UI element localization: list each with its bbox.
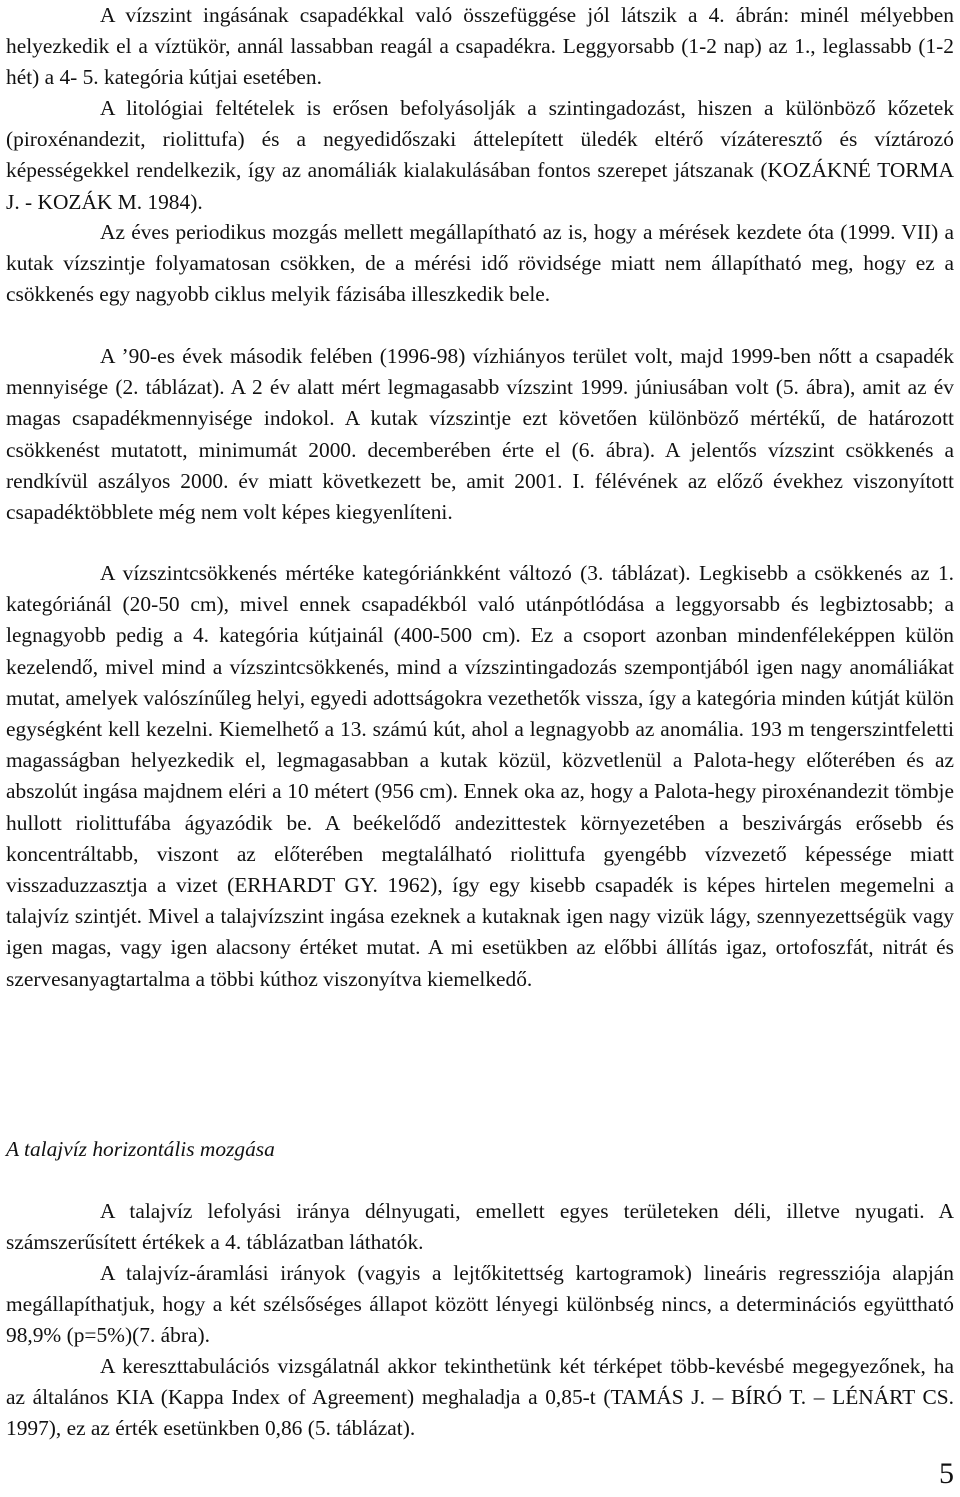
paragraph-flow-direction: A talajvíz lefolyási iránya délnyugati, emellett egyes területeken déli, illetve nyugati. A számszerűsített értékek a 4. táblázatban láthatók. [6,1199,954,1255]
paragraph-regression: A talajvíz-áramlási irányok (vagyis a lejtőkitettség kartogramok) lineáris regressziója alapján megállapíthatjuk, hogy a két szélsőséges állapot között lényegi különbség nincs, a determinációs együttható 98,9% (p=5%)(7. ábra). [6,1261,954,1348]
paragraph-periodic-movement: Az éves periodikus mozgás mellett megállapítható az is, hogy a mérések kezdete óta (1999. VII) a kutak vízszintje folyamatosan csökken, de a mérési idő rövidsége miatt nem állapítható meg, hogy ez a csökkenés egy nagyobb ciklus melyik fázisába illeszkedik bele. [6,220,954,307]
section-heading: A talajvíz horizontális mozgása [6,1137,275,1161]
paragraph-nineties-water-shortage: A ’90-es évek második felében (1996-98) vízhiányos terület volt, majd 1999-ben nőtt a csapadék mennyisége (2. táblázat). A 2 év alatt mért legmagasabb vízszint 1999. júniusában volt (5. ábra), amit az év magas csapadékmennyisége indokol. A kutak vízszintje ezt követően különböző mértékű, de határozott csökkenést mutatott, minimumát 2000. decemberében érte el (6. ábra). A jelentős vízszint csökkenés a rendkívül aszályos 2000. év miatt következett be, amit 2001. I. félévének az előző évekhez viszonyított csapadéktöbblete még nem volt képes kiegyenlíteni. [6,344,954,525]
paragraph-level-decrease-categories: A vízszintcsökkenés mértéke kategóriánkként változó (3. táblázat). Legkisebb a csökkenés az 1. kategóriánál (20-50 cm), mivel ennek csapadékból való utánpótlódása a leggyorsabb és legbiztosabb; a legnagyobb pedig a 4. kategória kútjainál (400-500 cm). Ez a csoport azonban mindenféleképpen külön kezelendő, mivel mind a vízszintcsökkenés, mind a vízszintingadozás szempontjából igen nagy anomáliákat mutat, amelyek valószínűleg helyi, egyedi adottságokra vezethetők vissza, így a kategória minden kútját külön egységként kell kezelni. Kiemelhető a 13. számú kút, ahol a legnagyobb az anomália. 193 m tengerszintfeletti magasságban helyezkedik el, legmagasabban a kutak közül, közvetlenül a Palota-hegy előterében és az abszolút ingása majdnem eléri a 10 métert (956 cm). Ennek oka az, hogy a Palota-hegy piroxénandezit tömbje hullott riolittufába ágyazódik be. A beékelődő andezittestek környezetében a beszivárgás erősebb és koncentráltabb, viszont az előterében megtalálható riolittufa gyengébb vízvezető képessége miatt visszaduzzasztja a vizet (ERHARDT GY. 1962), így egy kisebb csapadék is képes hirtelen megemelni a talajvíz szintjét. Mivel a talajvízszint ingása ezeknek a kutaknak igen nagy vizük lágy, szennyezettségük vagy igen magas, vagy igen alacsony értéket mutat. A mi esetükben az előbbi állítás igaz, ortofoszfát, nitrát és szervesanyagtartalma a többi kúthoz viszonyítva kiemelkedő. [6,561,954,991]
paragraph-lithology: A litológiai feltételek is erősen befolyásolják a szintingadozást, hiszen a különböző kőzetek (piroxénandezit, riolittufa) és a negyedidőszaki áttelepített üledék eltérő vízáteresztő és víztározó képességekkel rendelkezik, így az anomáliák kialakulásában fontos szerepet játszanak (KOZÁKNÉ TORMA J. - KOZÁK M. 1984). [6,96,954,214]
page-number: 5 [939,1457,954,1490]
paragraph-rainfall-relationship: A vízszint ingásának csapadékkal való összefüggése jól látszik a 4. ábrán: minél mélyebben helyezkedik el a víztükör, annál lassabban reagál a csapadékra. Leggyorsabb (1-2 nap) az 1., leglassabb (1-2 hét) a 4- 5. kategória kútjai esetében. [6,3,954,90]
paragraph-cross-tabulation: A kereszttabulációs vizsgálatnál akkor tekinthetünk két térképet több-kevésbé megegyezőnek, ha az általános KIA (Kappa Index of Agreement) meghaladja a 0,85-t (TAMÁS J. – BÍRÓ T. – LÉNÁRT CS. 1997), ez az érték esetünkben 0,86 (5. táblázat). [6,1354,954,1441]
